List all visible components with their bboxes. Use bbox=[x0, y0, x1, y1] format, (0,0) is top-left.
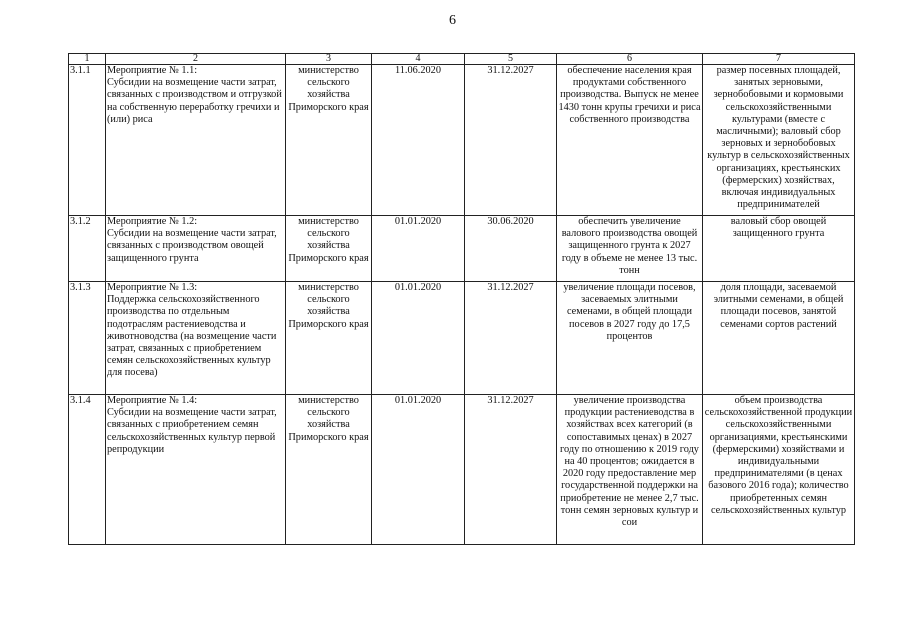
column-header: 5 bbox=[465, 54, 557, 65]
row-number: 3.1.4 bbox=[69, 395, 106, 545]
event-text: Мероприятие № 1.4: Субсидии на возмещение части затрат, связанных с приобретением семян сельскохозяйственных культур первой репродукции bbox=[107, 395, 277, 455]
column-header: 1 bbox=[69, 54, 106, 65]
indicator: валовый сбор овощей защищенного грунта bbox=[703, 216, 855, 282]
end-date: 31.12.2027 bbox=[465, 65, 557, 216]
row-number: 3.1.3 bbox=[69, 282, 106, 395]
column-header: 7 bbox=[703, 54, 855, 65]
event-description bbox=[106, 395, 286, 545]
table-header-row bbox=[69, 54, 855, 65]
page-number: 6 bbox=[449, 13, 456, 28]
table-row bbox=[69, 216, 855, 282]
executor: министерство сельского хозяйства Приморского края bbox=[286, 65, 372, 216]
row-number: 3.1.1 bbox=[69, 65, 106, 216]
event-text: Мероприятие № 1.3: Поддержка сельскохозяйственного производства по отдельным подотраслям растениеводства и животноводства (на возмещение части затрат, связанных с приобретением семян сельскохозяйственных культур для посева) bbox=[107, 282, 277, 379]
end-date: 30.06.2020 bbox=[465, 216, 557, 282]
event-text: Мероприятие № 1.1: Субсидии на возмещение части затрат, связанных с производством и отгрузкой на собственную переработку гречихи и (или) риса bbox=[107, 65, 282, 125]
column-header: 3 bbox=[286, 54, 372, 65]
event-description bbox=[106, 282, 286, 395]
executor: министерство сельского хозяйства Приморского края bbox=[286, 395, 372, 545]
column-header: 4 bbox=[372, 54, 465, 65]
table-row bbox=[69, 65, 855, 216]
start-date: 01.01.2020 bbox=[372, 395, 465, 545]
expected-result: увеличение площади посевов, засеваемых элитными семенами, в общей площади посевов в 2027 году до 17,5 процентов bbox=[557, 282, 703, 395]
executor: министерство сельского хозяйства Приморского края bbox=[286, 282, 372, 395]
start-date: 11.06.2020 bbox=[372, 65, 465, 216]
indicator: размер посевных площадей, занятых зерновыми, зернобобовыми и кормовыми сельскохозяйственными культурами (вместе с масличными); валовый сбор зерновых и зернобобовых культур в сельскохозяйственных организациях, крестьянских (фермерских) хозяйствах, включая индивидуальных предпринимателей bbox=[703, 65, 855, 216]
start-date: 01.01.2020 bbox=[372, 216, 465, 282]
activities-table bbox=[68, 53, 855, 545]
row-number: 3.1.2 bbox=[69, 216, 106, 282]
executor: министерство сельского хозяйства Приморского края bbox=[286, 216, 372, 282]
table-row bbox=[69, 395, 855, 545]
expected-result: обеспечение населения края продуктами собственного производства. Выпуск не менее 1430 тонн крупы гречихи и риса собственного производства bbox=[557, 65, 703, 216]
event-text: Мероприятие № 1.2: Субсидии на возмещение части затрат, связанных с производством овощей защищенного грунта bbox=[107, 216, 277, 264]
end-date: 31.12.2027 bbox=[465, 282, 557, 395]
column-header: 2 bbox=[106, 54, 286, 65]
column-header: 6 bbox=[557, 54, 703, 65]
expected-result: увеличение производства продукции растениеводства в хозяйствах всех категорий (в сопоставимых ценах) в 2027 году по отношению к 2019 году на 40 процентов; ожидается в 2020 году предоставление мер государственной поддержки на приобретение не менее 2,7 тыс. тонн семян зерновых культур и сои bbox=[557, 395, 703, 545]
expected-result: обеспечить увеличение валового производства овощей защищенного грунта к 2027 году в объеме не менее 13 тыс. тонн bbox=[557, 216, 703, 282]
end-date: 31.12.2027 bbox=[465, 395, 557, 545]
event-description bbox=[106, 65, 286, 216]
start-date: 01.01.2020 bbox=[372, 282, 465, 395]
table-row bbox=[69, 282, 855, 395]
event-description bbox=[106, 216, 286, 282]
indicator: объем производства сельскохозяйственной продукции сельскохозяйственными организациями, крестьянскими (фермерскими) хозяйствами и индивидуальными предпринимателями (в ценах базового 2016 года); количество приобретенных семян сельскохозяйственных культур bbox=[703, 395, 855, 545]
indicator: доля площади, засеваемой элитными семенами, в общей площади посевов, занятой семенами сортов растений bbox=[703, 282, 855, 395]
